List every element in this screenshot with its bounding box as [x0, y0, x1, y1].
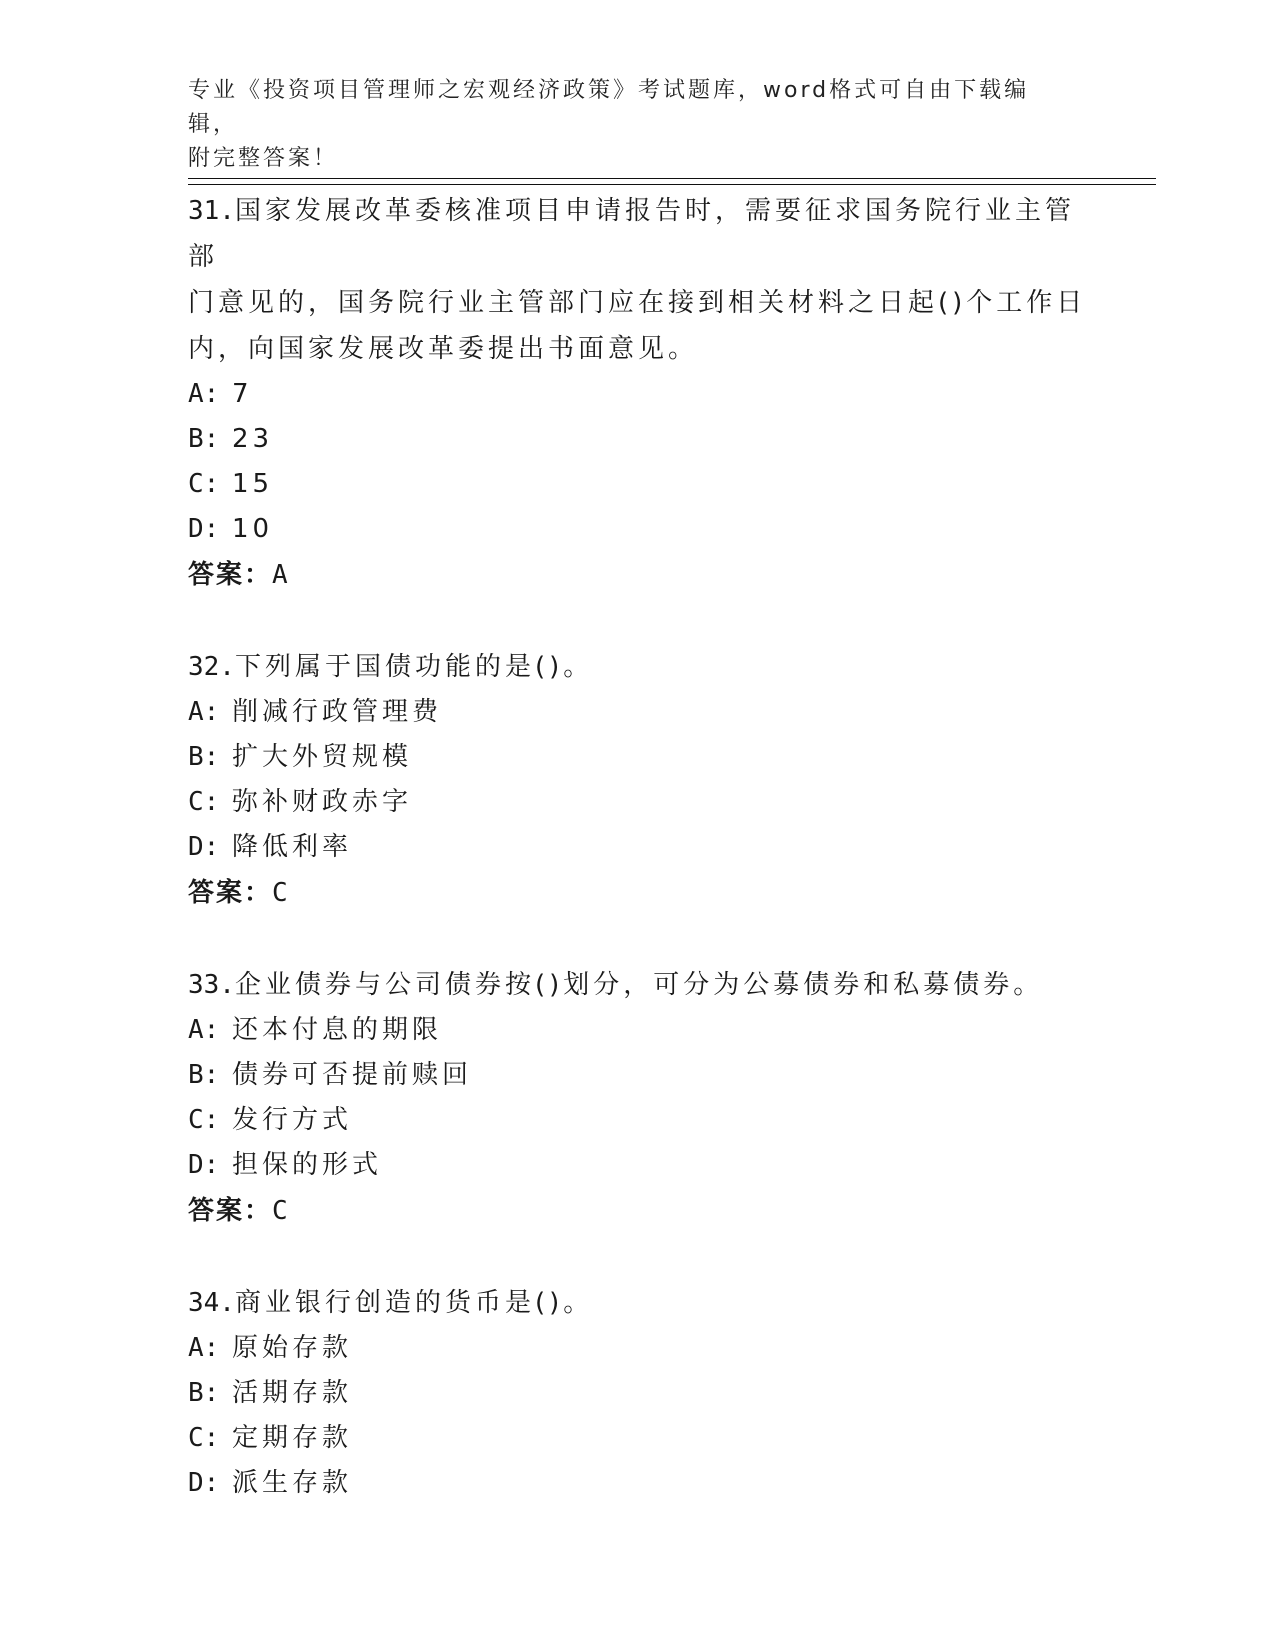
option-key: C: [188, 469, 220, 499]
question-4 [188, 1280, 1088, 1506]
question-number: 32. [188, 652, 235, 682]
option-text: 活期存款 [232, 1378, 353, 1408]
option-text: 扩大外贸规模 [232, 742, 413, 772]
option-text: 10 [232, 514, 274, 544]
option-text: 派生存款 [232, 1468, 353, 1498]
option-key: A: [188, 379, 220, 409]
option-text: 定期存款 [232, 1423, 353, 1453]
header-line-2: 附完整答案！ [188, 146, 339, 171]
option-item [188, 825, 1088, 870]
question-number: 34. [188, 1288, 235, 1318]
option-item [188, 1416, 1088, 1461]
question-3 [188, 962, 1088, 1234]
option-key: A: [188, 1333, 220, 1363]
header-line-1: 专业《投资项目管理师之宏观经济政策》考试题库，word格式可自由下载编辑， [188, 78, 1030, 137]
option-key: A: [188, 697, 220, 727]
option-text: 削减行政管理费 [232, 697, 443, 727]
answer-line [188, 1188, 1088, 1234]
question-2 [188, 644, 1088, 916]
option-text: 降低利率 [232, 832, 353, 862]
option-item [188, 1461, 1088, 1506]
option-item [188, 1371, 1088, 1416]
question-number: 31. [188, 196, 235, 226]
option-key: C: [188, 1423, 220, 1453]
option-item [188, 1098, 1088, 1143]
question-stem-line [188, 962, 1088, 1008]
option-item [188, 1053, 1088, 1098]
option-key: B: [188, 424, 220, 454]
option-key: C: [188, 1105, 220, 1135]
answer-value: A [272, 560, 290, 590]
option-text: 发行方式 [232, 1105, 353, 1135]
question-stem-text: 下列属于国债功能的是()。 [234, 652, 594, 682]
option-item [188, 417, 1088, 462]
option-key: C: [188, 787, 220, 817]
header-divider [188, 178, 1156, 185]
question-stem-line [188, 644, 1088, 690]
answer-label: 答案： [188, 1196, 273, 1226]
answer-value: C [272, 1196, 290, 1226]
option-key: D: [188, 514, 220, 544]
option-item [188, 1326, 1088, 1371]
question-1 [188, 188, 1088, 598]
option-item [188, 462, 1088, 507]
option-item [188, 372, 1088, 417]
question-number: 33. [188, 970, 235, 1000]
question-stem-line [188, 326, 1088, 372]
option-text: 23 [232, 424, 274, 454]
option-item [188, 780, 1088, 825]
answer-label: 答案： [188, 878, 273, 908]
question-stem-text: 商业银行创造的货币是()。 [234, 1288, 594, 1318]
option-item [188, 507, 1088, 552]
option-key: D: [188, 1150, 220, 1180]
answer-line [188, 552, 1088, 598]
document-header [188, 74, 1068, 176]
question-stem-line [188, 1280, 1088, 1326]
option-text: 弥补财政赤字 [232, 787, 413, 817]
option-item [188, 735, 1088, 780]
option-item [188, 690, 1088, 735]
answer-label: 答案： [188, 560, 273, 590]
option-text: 还本付息的期限 [232, 1015, 443, 1045]
question-stem-line [188, 280, 1088, 326]
option-key: B: [188, 1060, 220, 1090]
question-stem-text: 企业债券与公司债券按()划分，可分为公募债券和私募债券。 [234, 970, 1044, 1000]
option-text: 担保的形式 [232, 1150, 383, 1180]
answer-line [188, 870, 1088, 916]
option-text: 7 [232, 379, 253, 409]
question-stem-text: 门意见的，国务院行业主管部门应在接到相关材料之日起()个工作日 [188, 288, 1087, 318]
answer-value: C [272, 878, 290, 908]
option-text: 原始存款 [232, 1333, 353, 1363]
option-text: 债券可否提前赎回 [232, 1060, 473, 1090]
option-text: 15 [232, 469, 274, 499]
option-key: A: [188, 1015, 220, 1045]
option-key: B: [188, 1378, 220, 1408]
option-item [188, 1008, 1088, 1053]
option-key: B: [188, 742, 220, 772]
question-stem-text: 内，向国家发展改革委提出书面意见。 [188, 334, 699, 364]
question-stem-line [188, 188, 1088, 280]
question-stem-text: 国家发展改革委核准项目申请报告时，需要征求国务院行业主管部 [188, 196, 1075, 272]
option-key: D: [188, 832, 220, 862]
option-item [188, 1143, 1088, 1188]
question-list [188, 188, 1088, 1552]
option-key: D: [188, 1468, 220, 1498]
